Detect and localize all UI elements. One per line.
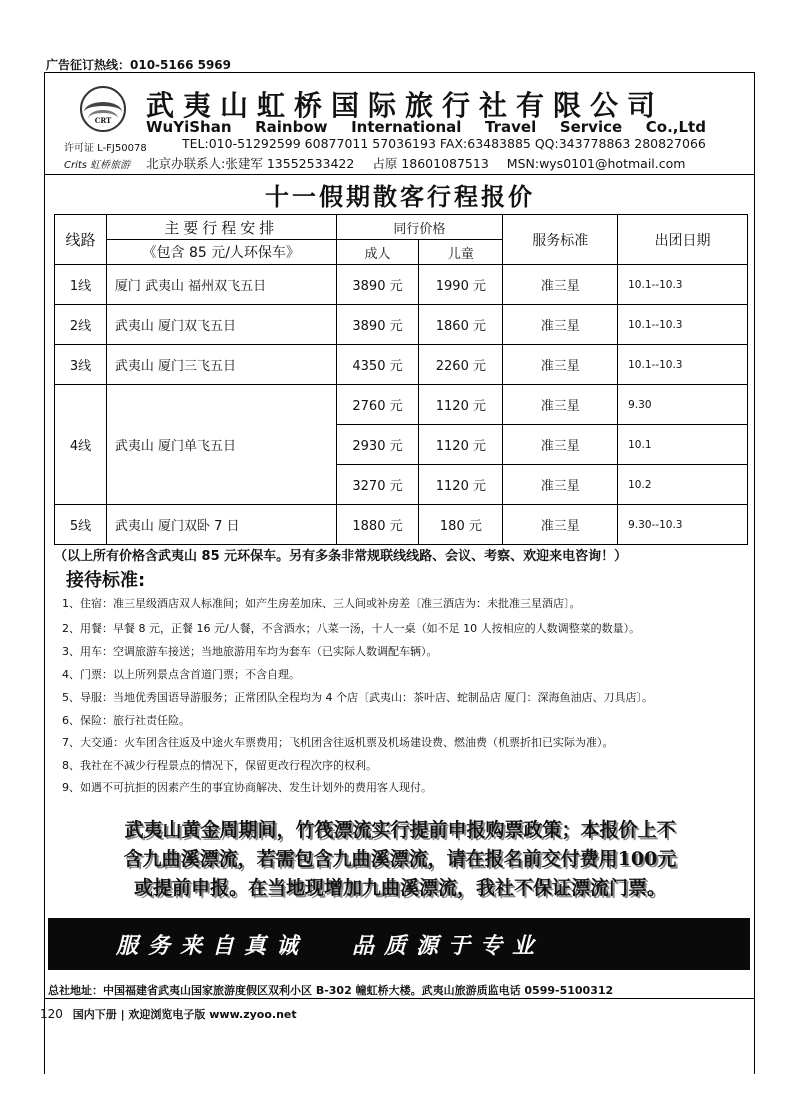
cell-itinerary: 武夷山 厦门三飞五日 (106, 345, 336, 385)
cell-service: 准三星 (503, 425, 618, 465)
cell-route: 4线 (55, 385, 107, 505)
head-office-address: 总社地址：中国福建省武夷山国家旅游度假区双利小区 B-302 幢虹桥大楼。武夷山旅游质监电话 0599-5100312 (48, 984, 614, 997)
right-rule (754, 72, 755, 1074)
cell-child: 2260 元 (419, 345, 503, 385)
slogan-left: 服务来自真诚 (116, 933, 309, 959)
cell-adult: 4350 元 (336, 345, 419, 385)
license-number: 许可证 L-FJ50078 (64, 143, 147, 154)
standard-item: 9、如遇不可抗拒的因素产生的事宜协商解决、发生计划外的费用客人现付。 (62, 781, 432, 794)
cell-date: 10.1 (618, 425, 748, 465)
cell-route: 2线 (55, 305, 107, 345)
en-word: Rainbow (255, 118, 328, 136)
logo-text: CRT (94, 116, 112, 125)
notice-line: 或提前申报。在当地现增加九曲溪漂流，我社不保证漂流门票。 (133, 877, 666, 899)
en-word: Service (559, 118, 623, 136)
header-child: 儿童 (419, 240, 503, 265)
standard-item: 4、门票：以上所列景点含首道门票；不含自理。 (62, 668, 300, 681)
standard-item: 6、保险：旅行社责任险。 (62, 714, 190, 727)
second-contact: 占原 18601087513 (372, 156, 489, 171)
header-service: 服务标准 (503, 215, 618, 265)
mid-rule (44, 174, 754, 175)
cell-itinerary: 武夷山 厦门双飞五日 (106, 305, 336, 345)
cell-child: 1990 元 (419, 265, 503, 305)
cell-child: 1120 元 (419, 425, 503, 465)
ad-hotline: 广告征订热线：010-5166 5969 (46, 58, 232, 72)
header-itinerary-note: 《包含 85 元/人环保车》 (106, 240, 336, 265)
notice-line: 含九曲溪漂流，若需包含九曲溪漂流，请在报名前交付费用100元 (123, 848, 677, 870)
page-number: 120 (40, 1007, 63, 1021)
left-rule (44, 72, 45, 1074)
table-header-row (55, 215, 748, 240)
en-word: WuYiShan (146, 118, 232, 136)
slogan-right: 品质源于专业 (352, 933, 545, 959)
contact-row (64, 154, 699, 172)
cell-child: 1860 元 (419, 305, 503, 345)
standard-item: 1、住宿：准三星级酒店双人标准间；如产生房差加床、三人间或补房差〔准三酒店为：未批准三星酒店〕。 (62, 597, 581, 610)
cell-child: 1120 元 (419, 465, 503, 505)
bottom-rule (44, 998, 754, 999)
standard-item: 3、用车：空调旅游车接送；当地旅游用车均为套车（已实际人数调配车辆）。 (62, 645, 438, 658)
cell-adult: 2930 元 (336, 425, 419, 465)
cell-adult: 3270 元 (336, 465, 419, 505)
notice-line: 武夷山黄金周期间，竹筏漂流实行提前申报购票政策；本报价上不 (124, 819, 676, 841)
price-table (54, 214, 748, 545)
price-note: （以上所有价格含武夷山 85 元环保车。另有多条非常规联线线路、会议、考察、欢迎来电咨询！） (54, 549, 628, 564)
rafting-notice (50, 816, 750, 903)
standard-item: 5、导服：当地优秀国语导游服务；正常团队全程均为 4 个店〔武夷山：茶叶店、蛇制品店 厦门：深海鱼油店、刀具店〕。 (62, 691, 653, 704)
cell-route: 5线 (55, 505, 107, 545)
header-date: 出团日期 (618, 215, 748, 265)
cell-route: 3线 (55, 345, 107, 385)
cell-adult: 3890 元 (336, 305, 419, 345)
cell-service: 准三星 (503, 345, 618, 385)
header-itinerary: 主要行程安排 (106, 215, 336, 240)
slogan-banner (48, 918, 750, 970)
cell-service: 准三星 (503, 265, 618, 305)
cell-adult: 3890 元 (336, 265, 419, 305)
header-route: 线路 (55, 215, 107, 265)
cell-date: 10.2 (618, 465, 748, 505)
cell-child: 1120 元 (419, 385, 503, 425)
table-row (55, 305, 748, 345)
table-row (55, 345, 748, 385)
cell-child: 180 元 (419, 505, 503, 545)
en-word: Co.,Ltd (645, 118, 706, 136)
company-name-cn: 武夷山虹桥国际旅行社有限公司 (146, 89, 665, 122)
cell-service: 准三星 (503, 505, 618, 545)
standards-title: 接待标准: (66, 570, 146, 591)
cell-route: 1线 (55, 265, 107, 305)
top-rule (44, 72, 754, 73)
company-name-en (146, 118, 706, 136)
cell-date: 9.30 (618, 385, 748, 425)
beijing-contact: 北京办联系人:张建军 13552533422 (146, 156, 355, 171)
msn-contact: MSN:wys0101@hotmail.com (506, 156, 686, 171)
cell-itinerary: 武夷山 厦门单飞五日 (106, 385, 336, 505)
cell-itinerary: 武夷山 厦门双卧 7 日 (106, 505, 336, 545)
cell-service: 准三星 (503, 305, 618, 345)
en-word: International (351, 118, 462, 136)
header-price: 同行价格 (336, 215, 503, 240)
standard-item: 8、我社在不减少行程景点的情况下，保留更改行程次序的权利。 (62, 759, 377, 772)
header-adult: 成人 (336, 240, 419, 265)
en-word: Travel (485, 118, 537, 136)
page-footer (40, 1006, 297, 1022)
cell-date: 9.30--10.3 (618, 505, 748, 545)
cell-adult: 1880 元 (336, 505, 419, 545)
standard-item: 2、用餐：早餐 8 元，正餐 16 元/人餐，不含酒水；八菜一汤，十人一桌（如不足 10 人按相应的人数调整菜的数量）。 (62, 622, 641, 635)
table-row (55, 505, 748, 545)
cell-service: 准三星 (503, 385, 618, 425)
cell-date: 10.1--10.3 (618, 305, 748, 345)
cell-adult: 2760 元 (336, 385, 419, 425)
page-title: 十一假期散客行程报价 (265, 182, 535, 211)
company-logo-icon (80, 86, 126, 132)
table-row (55, 265, 748, 305)
cell-date: 10.1--10.3 (618, 265, 748, 305)
footer-text: 国内下册 | 欢迎浏览电子版 www.zyoo.net (72, 1008, 297, 1021)
cell-date: 10.1--10.3 (618, 345, 748, 385)
contact-line: TEL:010-51292599 60877011 57036193 FAX:63483885 QQ:343778863 280827066 (182, 136, 706, 151)
table-row (55, 385, 748, 425)
cell-service: 准三星 (503, 465, 618, 505)
brand-tag: Crits 虹桥旅游 (64, 160, 131, 171)
standard-item: 7、大交通：火车团含往返及中途火车票费用；飞机团含往返机票及机场建设费、燃油费（机票折扣已实际为准）。 (62, 736, 614, 749)
cell-itinerary: 厦门 武夷山 福州双飞五日 (106, 265, 336, 305)
